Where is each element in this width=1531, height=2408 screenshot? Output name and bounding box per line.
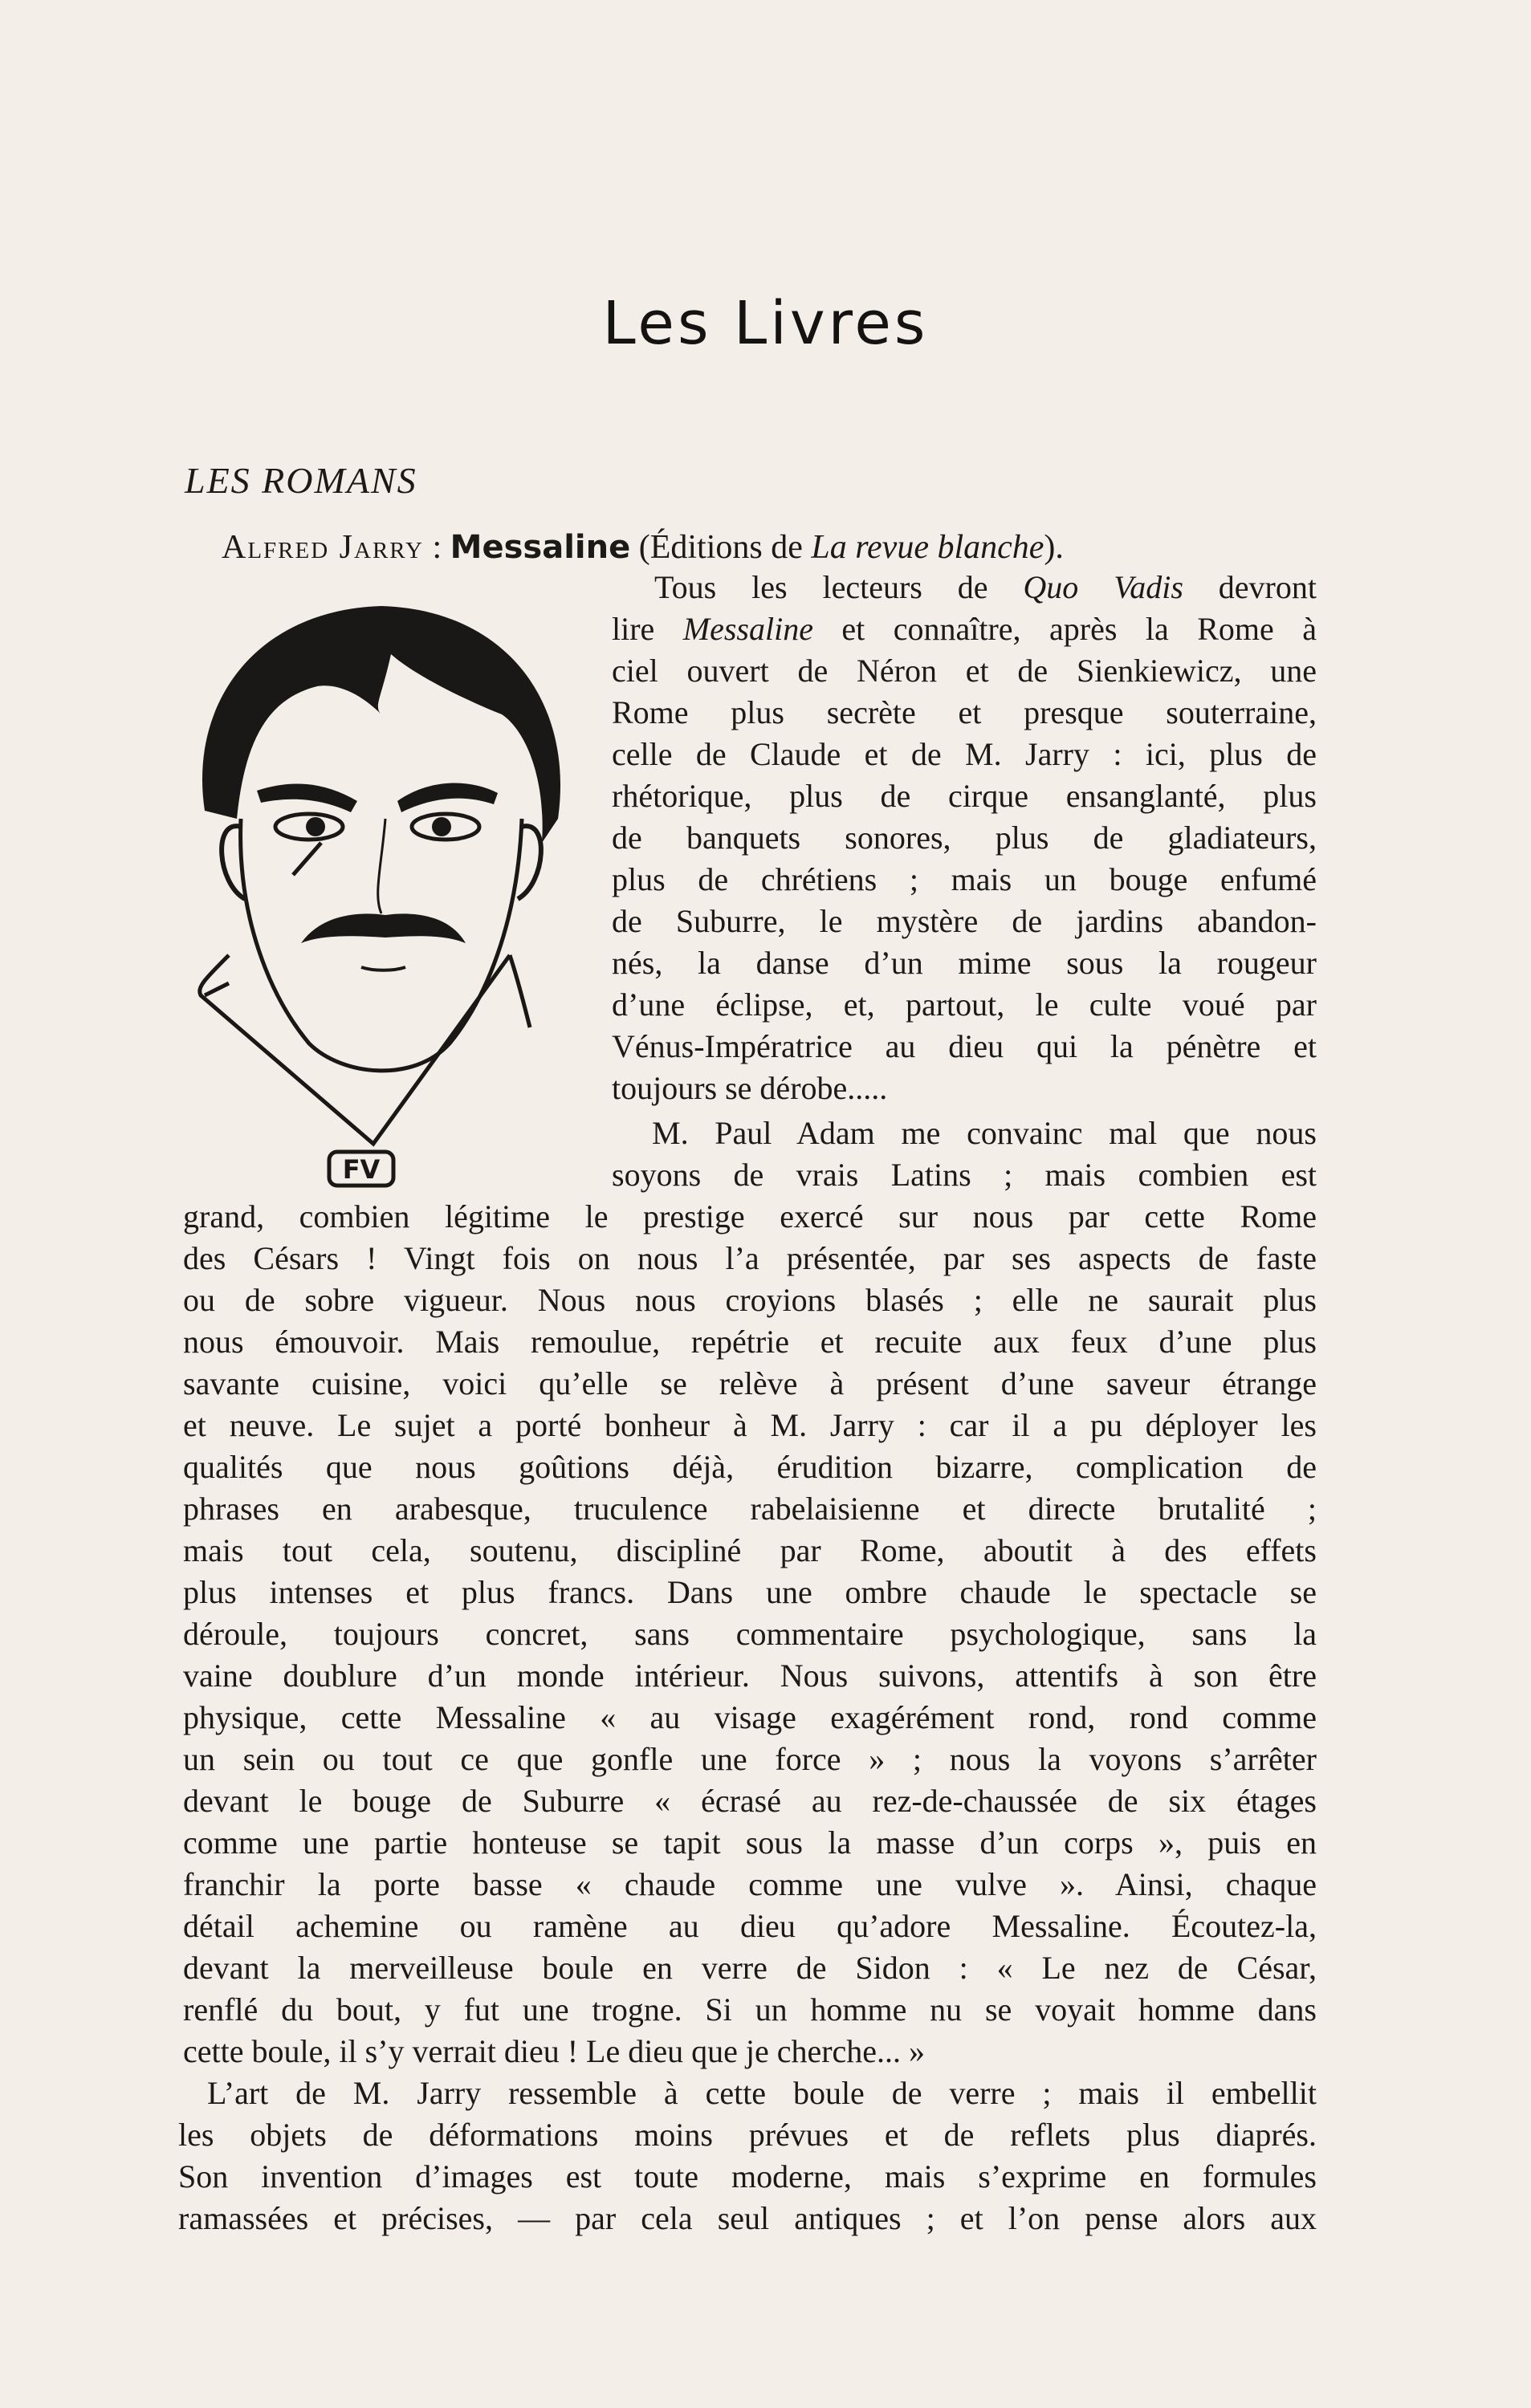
paragraph3-line: les objets de déformations moins prévues et de reflets plus diaprés. [178,2117,1317,2153]
text-run: ciel ouvert de Néron et de Sienkiewicz, une [612,653,1317,689]
paragraph2-line: grand, combien légitime le prestige exercé sur nous par cette Rome [183,1198,1317,1235]
paragraph2-line: devant la merveilleuse boule en verre de Sidon : « Le nez de César, [183,1950,1317,1986]
text-run: Rome plus secrète et presque souterraine, [612,694,1317,730]
paragraph3-line: ramassées et précises, — par cela seul antiques ; et l’on pense alors aux [178,2200,1317,2236]
paragraph2-line: renflé du bout, y fut une trogne. Si un homme nu se voyait homme dans [183,1991,1317,2028]
paragraph2-line: et neuve. Le sujet a porté bonheur à M. Jarry : car il a pu déployer les [183,1407,1317,1443]
paragraph1-line [612,738,1317,771]
book-title: Messaline [450,529,631,566]
paragraph1-line [612,613,1317,645]
paragraph2-line: des Césars ! Vingt fois on nous l’a présentée, par ses aspects de faste [183,1240,1317,1276]
paragraph2-line: comme une partie honteuse se tapit sous la masse d’un corps », puis en [183,1824,1317,1861]
paragraph2-line: soyons de vrais Latins ; mais combien est [612,1157,1317,1193]
section-title: LES ROMANS [185,460,417,501]
text-run: d’une éclipse, et, partout, le culte voué par [612,986,1317,1023]
paragraph2-line: vaine doublure d’un monde intérieur. Nous suivons, attentifs à son être [183,1658,1317,1694]
paragraph2-line: détail achemine ou ramène au dieu qu’adore Messaline. Écoutez-la, [183,1908,1317,1944]
text-run: nés, la danse d’un mime sous la rougeur [612,945,1317,981]
paragraph1-line [654,571,1317,604]
paragraph2-line: phrases en arabesque, truculence rabelaisienne et directe brutalité ; [183,1491,1317,1527]
text-run: rhétorique, plus de cirque ensanglanté, plus [612,778,1317,814]
paragraph2-line: déroule, toujours concret, sans commentaire psychologique, sans la [183,1616,1317,1652]
paragraph1-line [612,986,1317,1023]
author-separator: : [424,529,450,566]
paragraph1-line [612,694,1317,730]
paragraph2-line: savante cuisine, voici qu’elle se relève à présent d’une saveur étrange [183,1365,1317,1401]
paragraph2-line: cette boule, il s’y verrait dieu ! Le dieu que je cherche... » [183,2033,926,2069]
paragraph2-line: qualités que nous goûtions déjà, érudition bizarre, complication de [183,1449,1317,1485]
paragraph1-line [612,822,1317,854]
text-run: de Suburre, le mystère de jardins abandon- [612,903,1317,939]
text-run: Vénus-Impératrice au dieu qui la pénètre et [612,1028,1317,1064]
book-author: Alfred Jarry [222,529,424,566]
paragraph1-line [612,905,1317,938]
paragraph2-line: physique, cette Messaline « au visage exagérément rond, rond comme [183,1699,1317,1735]
edition-title: La revue blanche [811,529,1044,566]
portrait-monogram: FV [342,1154,381,1185]
text-run: toujours se dérobe..... [612,1070,888,1106]
paragraph2-line: un sein ou tout ce que gonfle une force » ; nous la voyons s’arrêter [183,1741,1317,1777]
page-heading: Les Livres [602,289,929,358]
paragraph2-line: mais tout cela, soutenu, discipliné par Rome, aboutit à des effets [183,1532,1317,1568]
text-run: devront [1183,569,1317,605]
paragraph1-line [612,780,1317,812]
paragraph2-line: M. Paul Adam me convainc mal que nous [652,1115,1317,1151]
paragraph3-line: Son invention d’images est toute moderne, mais s’exprime en formules [178,2158,1317,2194]
paragraph1-line [612,947,1317,979]
text-run: de banquets sonores, plus de gladiateurs, [612,820,1317,856]
paragraph1-line [612,1028,1317,1064]
edition-open: (Éditions de [630,529,812,566]
paragraph2-line: franchir la porte basse « chaude comme une vulve ». Ainsi, chaque [183,1866,1317,1902]
italic-title: Quo Vadis [1023,569,1183,605]
paragraph2-line: plus intenses et plus francs. Dans une ombre chaude le spectacle se [183,1574,1317,1610]
text-run: et connaître, après la Rome à [812,611,1317,647]
paragraph2-line: nous émouvoir. Mais remoulue, repétrie et recuite aux feux d’une plus [183,1324,1317,1360]
text-run: lire [612,611,683,647]
paragraph3-line: L’art de M. Jarry ressemble à cette boule de verre ; mais il embellit [207,2075,1317,2111]
text-run: celle de Claude et de M. Jarry : ici, plus de [612,736,1317,772]
paragraph1-line [612,1072,1317,1104]
paragraph2-line: devant le bouge de Suburre « écrasé au rez-de-chaussée de six étages [183,1783,1317,1819]
text-run: Tous les lecteurs de [654,569,1024,605]
italic-title: Messaline [682,611,813,647]
edition-close: ). [1044,529,1064,566]
text-run: plus de chrétiens ; mais un bouge enfumé [612,861,1317,897]
paragraph1-line [612,861,1317,897]
paragraph1-line [612,655,1317,687]
paragraph2-line: ou de sobre vigueur. Nous nous croyions blasés ; elle ne saurait plus [183,1282,1317,1318]
